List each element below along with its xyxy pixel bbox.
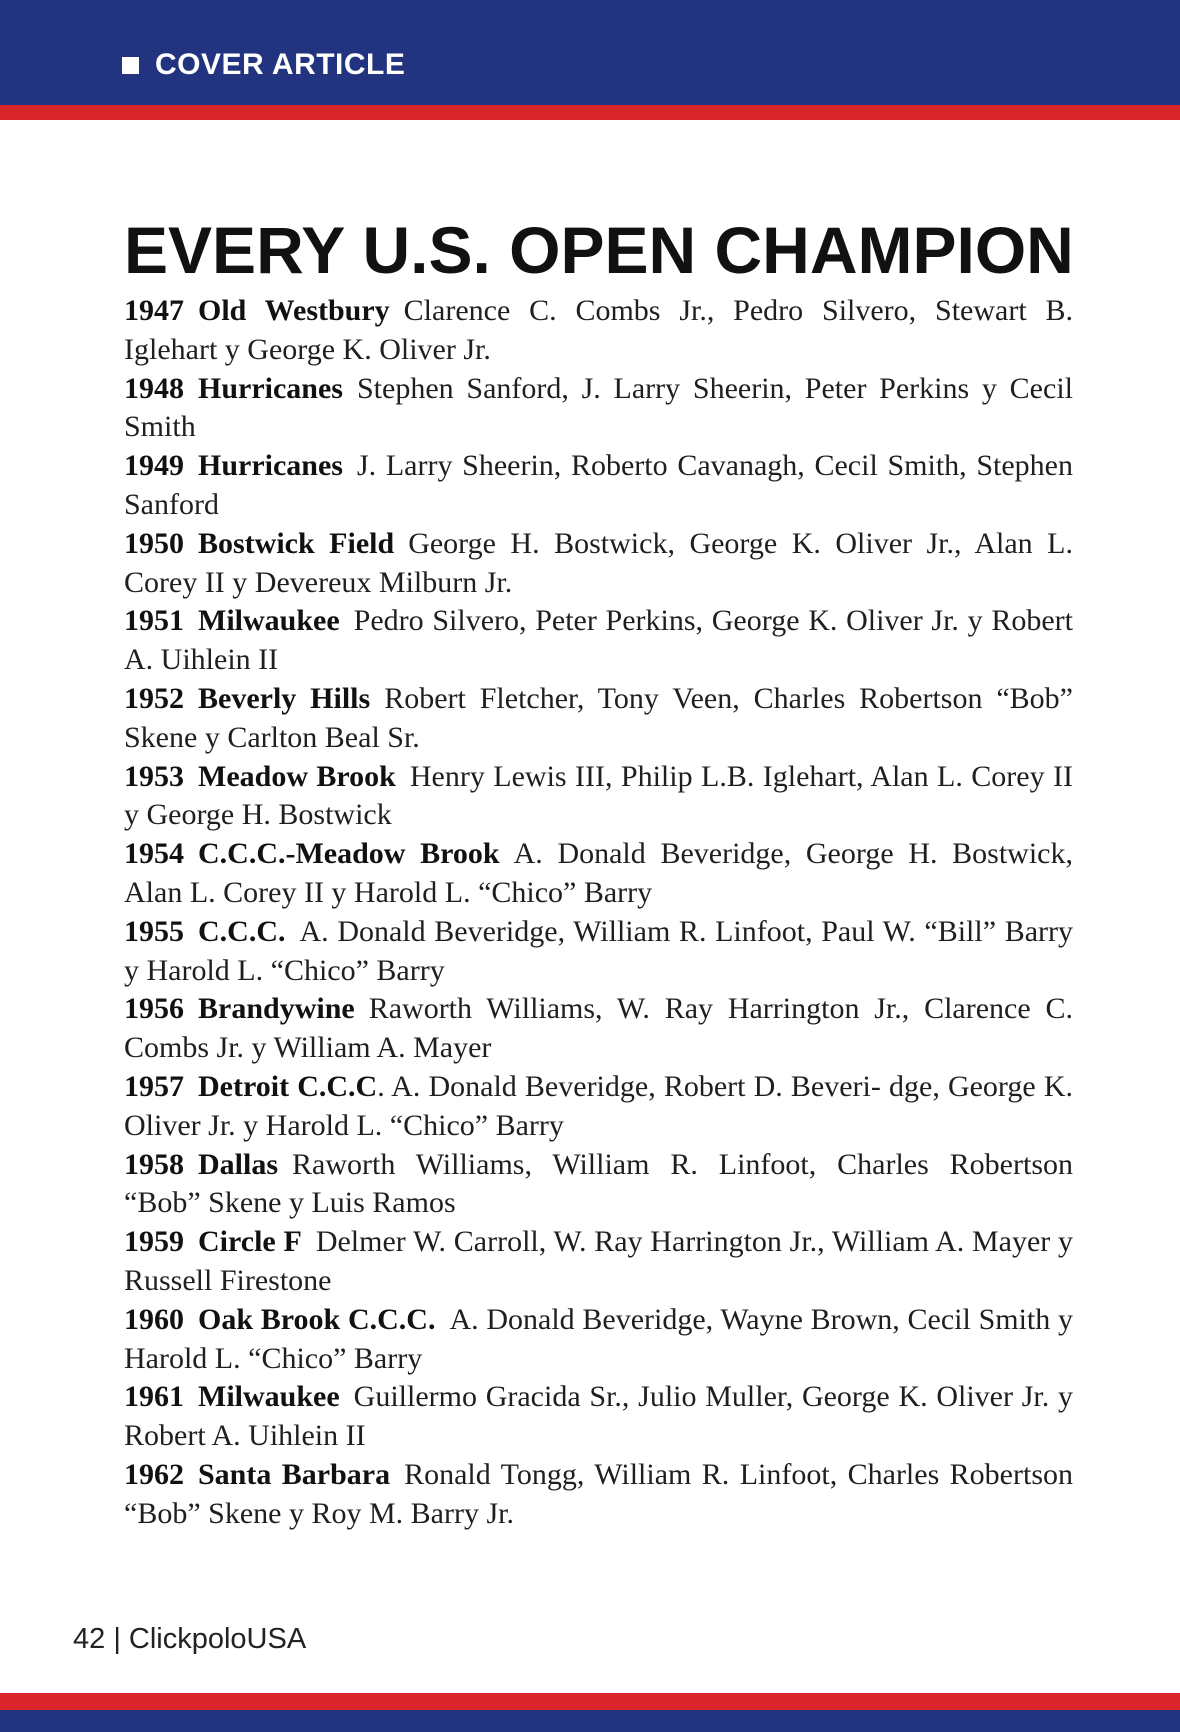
entry-players: A. Donald Beveridge, Wayne Brown, Cecil Smith y Harold L. “Chico” Barry bbox=[124, 1302, 1073, 1375]
entry-year: 1952 bbox=[124, 681, 184, 715]
entry-year: 1962 bbox=[124, 1457, 184, 1491]
entry-team: Circle F bbox=[198, 1225, 302, 1259]
square-bullet-icon bbox=[122, 57, 139, 74]
entry-players: Raworth Williams, William R. Linfoot, Charles Robertson “Bob” Skene y Luis Ramos bbox=[124, 1147, 1073, 1220]
champion-entry bbox=[124, 758, 1073, 836]
entry-year: 1948 bbox=[124, 371, 184, 405]
entry-players: A. Donald Beveridge, George H. Bostwick, Alan L. Corey II y Harold L. “Chico” Barry bbox=[124, 837, 1073, 909]
section-label-text: COVER ARTICLE bbox=[155, 48, 406, 81]
entry-players: George H. Bostwick, George K. Oliver Jr., Alan L. Corey II y Devereux Milburn Jr. bbox=[124, 526, 1074, 599]
page-title: EVERY U.S. OPEN CHAMPION bbox=[124, 213, 1074, 287]
champion-entry bbox=[124, 1301, 1073, 1379]
entry-players: Pedro Silvero, Peter Perkins, George K. Oliver Jr. y Robert A. Uihlein II bbox=[124, 604, 1073, 677]
entry-players: Robert Fletcher, Tony Veen, Charles Robertson “Bob” Skene y Carlton Beal Sr. bbox=[124, 681, 1073, 754]
entry-year: 1947 bbox=[124, 294, 184, 327]
entry-team: Brandywine bbox=[198, 992, 355, 1026]
entry-team: Detroit C.C.C bbox=[198, 1069, 378, 1103]
entry-team: Dallas bbox=[198, 1147, 279, 1181]
champion-entry bbox=[124, 680, 1073, 758]
entry-players: Stephen Sanford, J. Larry Sheerin, Peter Perkins y Cecil Smith bbox=[124, 371, 1073, 444]
entry-team: Santa Barbara bbox=[198, 1457, 391, 1491]
entry-team: Hurricanes bbox=[198, 371, 343, 405]
champion-entry bbox=[124, 602, 1073, 680]
entry-team: Beverly Hills bbox=[198, 681, 371, 715]
entry-year: 1954 bbox=[124, 837, 184, 871]
entry-players: Henry Lewis III, Philip L.B. Iglehart, Alan L. Corey II y George H. Bostwick bbox=[124, 759, 1074, 832]
champion-list bbox=[124, 292, 1073, 1534]
entry-year: 1959 bbox=[124, 1225, 184, 1259]
entry-players: Raworth Williams, W. Ray Harrington Jr., Clarence C. Combs Jr. y William A. Mayer bbox=[124, 992, 1073, 1065]
entry-team: Meadow Brook bbox=[198, 759, 396, 793]
champion-entry bbox=[124, 292, 1073, 370]
footer-bar bbox=[0, 1710, 1180, 1732]
entry-team: C.C.C.-Meadow Brook bbox=[198, 837, 500, 871]
champion-entry bbox=[124, 1223, 1073, 1301]
entry-players: J. Larry Sheerin, Roberto Cavanagh, Cecil Smith, Stephen Sanford bbox=[124, 449, 1073, 521]
entry-year: 1949 bbox=[124, 449, 184, 483]
entry-team: Old Westbury bbox=[198, 294, 390, 327]
entry-team: Bostwick Field bbox=[198, 526, 395, 560]
entry-players: Guillermo Gracida Sr., Julio Muller, George K. Oliver Jr. y Robert A. Uihlein II bbox=[124, 1380, 1073, 1453]
entry-players: A. Donald Beveridge, William R. Linfoot, Paul W. “Bill” Barry y Harold L. “Chico” Barry bbox=[124, 914, 1073, 987]
entry-year: 1950 bbox=[124, 526, 184, 560]
entry-year: 1951 bbox=[124, 604, 184, 638]
entry-year: 1960 bbox=[124, 1302, 184, 1336]
champion-entry bbox=[124, 370, 1073, 448]
page-footer-label: 42 | ClickpoloUSA bbox=[73, 1623, 307, 1655]
champion-entry bbox=[124, 525, 1073, 603]
entry-year: 1961 bbox=[124, 1380, 184, 1414]
champion-entry bbox=[124, 990, 1073, 1068]
entry-players: Clarence C. Combs Jr., Pedro Silvero, Stewart B. Iglehart y George K. Oliver Jr. bbox=[124, 294, 1074, 366]
champion-entry bbox=[124, 1068, 1073, 1146]
entry-year: 1958 bbox=[124, 1147, 184, 1181]
entry-team: C.C.C. bbox=[198, 914, 286, 948]
section-label bbox=[122, 48, 405, 82]
champion-entry bbox=[124, 447, 1073, 525]
champion-entry bbox=[124, 1146, 1073, 1224]
entry-year: 1956 bbox=[124, 992, 184, 1026]
entry-players: Delmer W. Carroll, W. Ray Harrington Jr., William A. Mayer y Russell Firestone bbox=[124, 1225, 1073, 1297]
champion-entry bbox=[124, 835, 1073, 913]
entry-players: Ronald Tongg, William R. Linfoot, Charles Robertson “Bob” Skene y Roy M. Barry Jr. bbox=[124, 1457, 1073, 1530]
entry-year: 1953 bbox=[124, 759, 184, 793]
entry-team: Oak Brook C.C.C. bbox=[198, 1302, 436, 1336]
footer-red-stripe bbox=[0, 1693, 1180, 1710]
entry-team: Milwaukee bbox=[198, 1380, 340, 1414]
champion-entry bbox=[124, 913, 1073, 991]
entry-team: Milwaukee bbox=[198, 604, 340, 638]
entry-team: Hurricanes bbox=[198, 449, 343, 483]
champion-entry bbox=[124, 1456, 1073, 1534]
entry-year: 1957 bbox=[124, 1069, 184, 1103]
champion-entry bbox=[124, 1378, 1073, 1456]
entry-players: . A. Donald Beveridge, Robert D. Beveri- dge, George K. Oliver Jr. y Harold L. “Chico” Barry bbox=[124, 1069, 1073, 1142]
header-red-stripe bbox=[0, 105, 1180, 120]
entry-year: 1955 bbox=[124, 914, 184, 948]
